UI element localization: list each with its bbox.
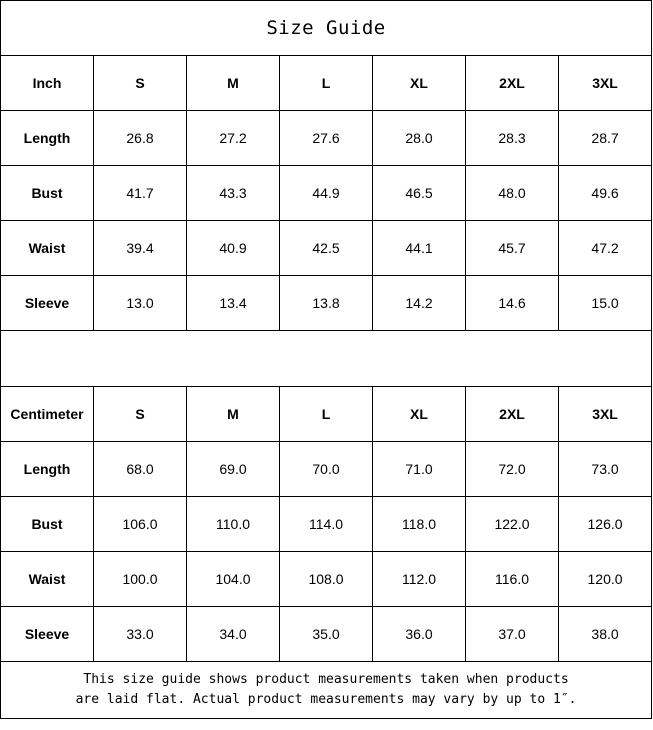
size-header-m: M: [187, 56, 280, 111]
table-cell: 47.2: [559, 221, 652, 276]
centimeter-header-row: [1, 387, 652, 442]
table-cell: 13.0: [94, 276, 187, 331]
row-label-sleeve: Sleeve: [1, 607, 94, 662]
note-row: [1, 662, 652, 719]
table-cell: 116.0: [466, 552, 559, 607]
table-cell: 104.0: [187, 552, 280, 607]
size-header-s: S: [94, 56, 187, 111]
empty-divider-cell: [1, 331, 652, 387]
row-label-length: Length: [1, 111, 94, 166]
table-cell: 72.0: [466, 442, 559, 497]
size-header-2xl: 2XL: [466, 387, 559, 442]
table-cell: 114.0: [280, 497, 373, 552]
table-cell: 70.0: [280, 442, 373, 497]
table-cell: 28.3: [466, 111, 559, 166]
table-cell: 122.0: [466, 497, 559, 552]
table-row: [1, 442, 652, 497]
table-cell: 38.0: [559, 607, 652, 662]
table-cell: 15.0: [559, 276, 652, 331]
table-cell: 49.6: [559, 166, 652, 221]
table-cell: 14.6: [466, 276, 559, 331]
table-row: [1, 497, 652, 552]
row-label-bust: Bust: [1, 497, 94, 552]
section-divider-row: [1, 331, 652, 387]
table-cell: 44.9: [280, 166, 373, 221]
row-label-waist: Waist: [1, 552, 94, 607]
size-header-2xl: 2XL: [466, 56, 559, 111]
table-cell: 71.0: [373, 442, 466, 497]
row-label-waist: Waist: [1, 221, 94, 276]
row-label-sleeve: Sleeve: [1, 276, 94, 331]
size-header-3xl: 3XL: [559, 56, 652, 111]
size-header-l: L: [280, 56, 373, 111]
table-cell: 126.0: [559, 497, 652, 552]
table-cell: 39.4: [94, 221, 187, 276]
table-cell: 35.0: [280, 607, 373, 662]
measurement-note: [1, 662, 652, 719]
size-header-xl: XL: [373, 387, 466, 442]
table-cell: 28.7: [559, 111, 652, 166]
table-cell: 69.0: [187, 442, 280, 497]
size-header-l: L: [280, 387, 373, 442]
table-cell: 33.0: [94, 607, 187, 662]
table-cell: 45.7: [466, 221, 559, 276]
table-cell: 46.5: [373, 166, 466, 221]
table-row: [1, 111, 652, 166]
table-cell: 73.0: [559, 442, 652, 497]
centimeter-unit-label: Centimeter: [1, 387, 94, 442]
table-cell: 40.9: [187, 221, 280, 276]
row-label-length: Length: [1, 442, 94, 497]
table-cell: 14.2: [373, 276, 466, 331]
table-cell: 68.0: [94, 442, 187, 497]
table-row: [1, 221, 652, 276]
table-cell: 41.7: [94, 166, 187, 221]
table-cell: 26.8: [94, 111, 187, 166]
table-cell: 100.0: [94, 552, 187, 607]
inch-header-row: [1, 56, 652, 111]
table-row: [1, 607, 652, 662]
inch-unit-label: Inch: [1, 56, 94, 111]
table-cell: 106.0: [94, 497, 187, 552]
table-row: [1, 552, 652, 607]
size-header-xl: XL: [373, 56, 466, 111]
table-row: [1, 276, 652, 331]
table-cell: 27.2: [187, 111, 280, 166]
size-header-s: S: [94, 387, 187, 442]
table-cell: 118.0: [373, 497, 466, 552]
row-label-bust: Bust: [1, 166, 94, 221]
table-cell: 44.1: [373, 221, 466, 276]
table-cell: 13.4: [187, 276, 280, 331]
title-row: [1, 1, 652, 56]
table-row: [1, 166, 652, 221]
table-cell: 48.0: [466, 166, 559, 221]
page-title: Size Guide: [1, 1, 652, 56]
table-cell: 42.5: [280, 221, 373, 276]
note-line-1: This size guide shows product measurements taken when products: [83, 672, 569, 687]
note-line-2: are laid flat. Actual product measurements may vary by up to 1″.: [75, 692, 577, 707]
table-cell: 110.0: [187, 497, 280, 552]
table-cell: 13.8: [280, 276, 373, 331]
table-cell: 28.0: [373, 111, 466, 166]
table-cell: 112.0: [373, 552, 466, 607]
table-cell: 108.0: [280, 552, 373, 607]
table-cell: 43.3: [187, 166, 280, 221]
table-cell: 120.0: [559, 552, 652, 607]
size-header-3xl: 3XL: [559, 387, 652, 442]
table-cell: 34.0: [187, 607, 280, 662]
size-header-m: M: [187, 387, 280, 442]
table-cell: 27.6: [280, 111, 373, 166]
table-cell: 36.0: [373, 607, 466, 662]
table-cell: 37.0: [466, 607, 559, 662]
